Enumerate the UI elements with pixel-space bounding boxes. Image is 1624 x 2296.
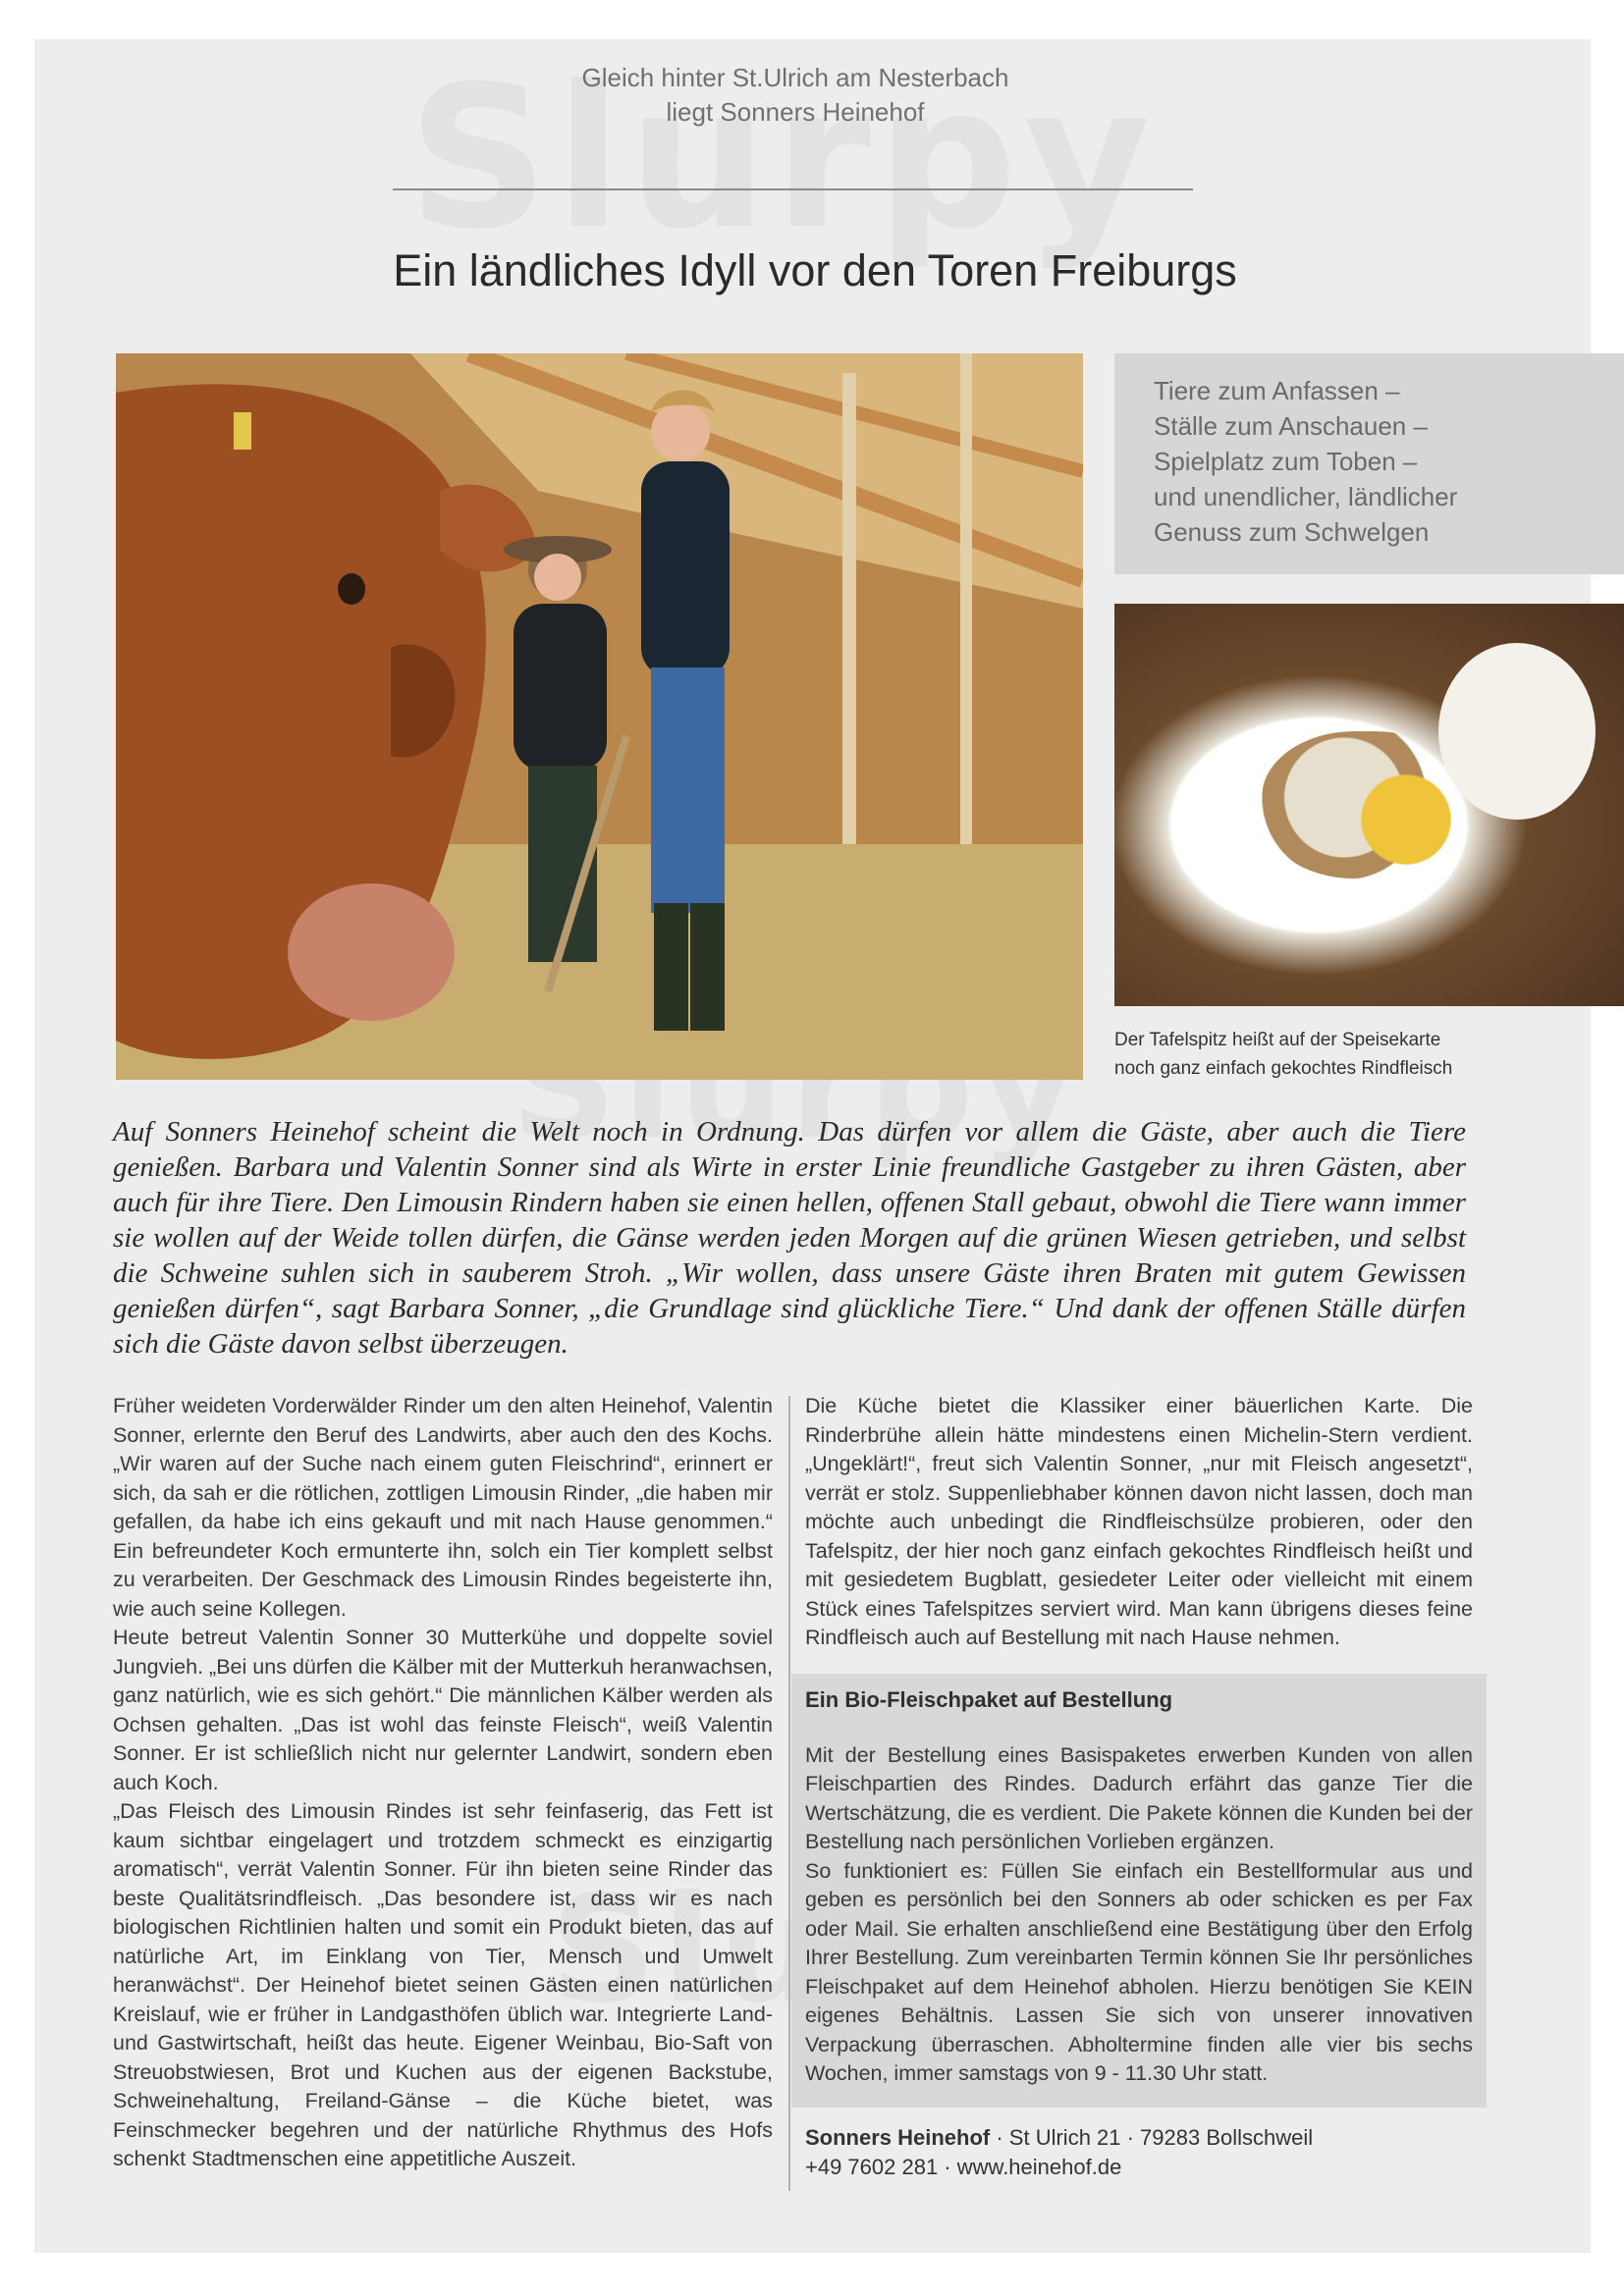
page-title: Ein ländliches Idyll vor den Toren Freiburgs (393, 245, 1237, 295)
intro-paragraph: Auf Sonners Heinehof scheint die Welt noch in Ordnung. Das dürfen vor allem die Gäste, aber auch die Tiere genießen. Barbara und Valentin Sonner sind als Wirte in erster Linie freundliche Gastgeber zu ihren Gästen, aber auch für ihre Tiere. Den Limousin Rindern haben sie einen hellen, offenen Stall gebaut, obwohl die Tiere wann immer sie wollen auf der Weide tollen dürfen, die Gänse werden jeden Morgen auf die grünen Wiesen getrieben, und selbst die Schweine suhlen sich in sauberem Stroh. „Wir wollen, dass unsere Gäste ihren Braten mit gutem Gewissen genießen dürfen“, sagt Barbara Sonner, „die Grundlage sind glückliche Tiere.“ Und dank der offenen Ställe dürfen sich die Gäste davon selbst überzeugen. (113, 1116, 1466, 1360)
column-divider (788, 1396, 790, 2191)
body-paragraph: „Das Fleisch des Limousin Rindes ist sehr feinfaserig, das Fett ist kaum sichtbar eingelagert und trotzdem schmeckt es einzigartig aromatisch“, verrät Valentin Sonner. Für ihn bieten seine Rinder das beste Qualitätsrindfleisch. „Das besondere ist, dass wir es nach biologischen Richtlinien halten und somit ein Produkt bieten, das auf natürliche Art, im Einklang von Tier, Mensch und Umwelt heranwächst“. Der Heinehof bietet seinen Gästen einen natürlichen Kreislauf, wie er früher in Landgasthöfen üblich war. Integrierte Land- und Gastwirtschaft, heißt das heute. Eigener Weinbau, Bio-Saft von Streuobstwiesen, Brot und Kuchen aus der eigenen Backstube, Schweinehaltung, Freiland-Gänse – die Küche bietet, was Feinschmecker begehren und der natürliche Rhythmus des Hofs schenkt Stadtmenschen eine appetitliche Auszeit. (113, 1799, 773, 2170)
tagline-line: Genuss zum Schwelgen (1154, 517, 1430, 547)
business-address: · St Ulrich 21 · 79283 Bollschweil (990, 2125, 1314, 2150)
tagline-line: und unendlicher, ländlicher (1154, 482, 1458, 511)
tagline (1154, 373, 1586, 550)
kicker (393, 61, 1198, 130)
right-column (805, 1392, 1473, 1653)
kicker-line-1: Gleich hinter St.Ulrich am Nesterbach (581, 63, 1009, 92)
body-paragraph: Heute betreut Valentin Sonner 30 Mutterkühe und doppelte soviel Jungvieh. „Bei uns dürfen die Kälber mit der Mutterkuh heranwachsen, ganz natürlich, wie es sich gehört.“ Die männlichen Kälber werden als Ochsen gehalten. „Das ist wohl das feinste Fleisch“, weiß Valentin Sonner. Er ist schließlich nicht nur gelernter Landwirt, sondern eben auch Koch. (113, 1626, 773, 1794)
header-rule (393, 188, 1193, 190)
body-paragraph: Die Küche bietet die Klassiker einer bäuerlichen Karte. Die Rinderbrühe allein hätte mindestens einen Michelin-Stern verdient. „Ungeklärt!“, freut sich Valentin Sonner, „nur mit Fleisch angesetzt“, verrät er stolz. Suppenliebhaber können davon nicht lassen, doch man möchte auch unbedingt die Rindfleischsülze probieren, oder den Tafelspitz, der hier noch ganz einfach gekochtes Rindfleisch heißt und mit gesiedetem Bugblatt, gesiedeter Leiter oder vielleicht mit einem Stück eines Tafelspitzes serviert wird. Man kann übrigens dieses feine Rindfleisch auch auf Bestellung mit nach Hause nehmen. (805, 1394, 1473, 1649)
contact-line-2[interactable]: +49 7602 281 · www.heinehof.de (805, 2155, 1122, 2179)
info-box-title: Ein Bio-Fleischpaket auf Bestellung (805, 1687, 1173, 1712)
cow-and-farmers-photo (116, 353, 1083, 1080)
tagline-line: Spielplatz zum Toben – (1154, 447, 1418, 476)
tagline-line: Tiere zum Anfassen – (1154, 376, 1400, 405)
business-name: Sonners Heinehof (805, 2125, 991, 2150)
contact-block (805, 2123, 1473, 2182)
contact-line-1 (805, 2123, 1473, 2153)
info-box-content (805, 1685, 1473, 2089)
tagline-line: Ställe zum Anschauen – (1154, 411, 1428, 441)
caption-line-1: Der Tafelspitz heißt auf der Speisekarte (1114, 1030, 1441, 1050)
caption-line-2: noch ganz einfach gekochtes Rindfleisch (1114, 1058, 1453, 1079)
body-paragraph: Früher weideten Vorderwälder Rinder um den alten Heinehof, Valentin Sonner, erlernte den Beruf des Landwirts, aber auch den des Kochs. „Wir waren auf der Suche nach einem guten Fleischrind“, erinnert er sich, da sah er die rötlichen, zottligen Limousin Rinder, „die haben mir gefallen, da habe ich eins gekauft und mit nach Hause genommen.“ Ein befreundeter Koch ermunterte ihn, solch ein Tier komplett selbst zu verarbeiten. Der Geschmack des Limousin Rindes begeisterte ihn, wie auch seine Kollegen. (113, 1394, 773, 1621)
barn-illustration (116, 353, 1083, 1080)
left-column (113, 1392, 773, 2174)
info-box-paragraph: So funktioniert es: Füllen Sie einfach ein Bestellformular aus und geben es persönlich bei den Sonners ab oder schicken es per Fax oder Mail. Sie erhalten anschließend eine Bestätigung über den Erfolg Ihrer Bestellung. Zum vereinbarten Termin können Sie Ihr persönliches Fleischpaket auf dem Heinehof abholen. Hierzu benötigen Sie KEIN eigenes Behältnis. Lassen Sie sich von unserer innovativen Verpackung überraschen. Abholtermine finden alle vier bis sechs Wochen, immer samstags von 9 - 11.30 Uhr statt. (805, 1858, 1473, 2085)
dish-food (1262, 731, 1468, 879)
tafelspitz-dish-photo (1114, 604, 1624, 1006)
kicker-line-2: liegt Sonners Heinehof (666, 97, 925, 127)
info-box-paragraph: Mit der Bestellung eines Basispaketes erwerben Kunden von allen Fleischpartien des Rindes. Dadurch erfährt das ganze Tier die Wertschätzung, die es verdient. Die Pakete können die Kunden bei der Bestellung nach persönlichen Vorlieben ergänzen. (805, 1742, 1473, 1853)
photo-caption (1114, 1026, 1605, 1083)
